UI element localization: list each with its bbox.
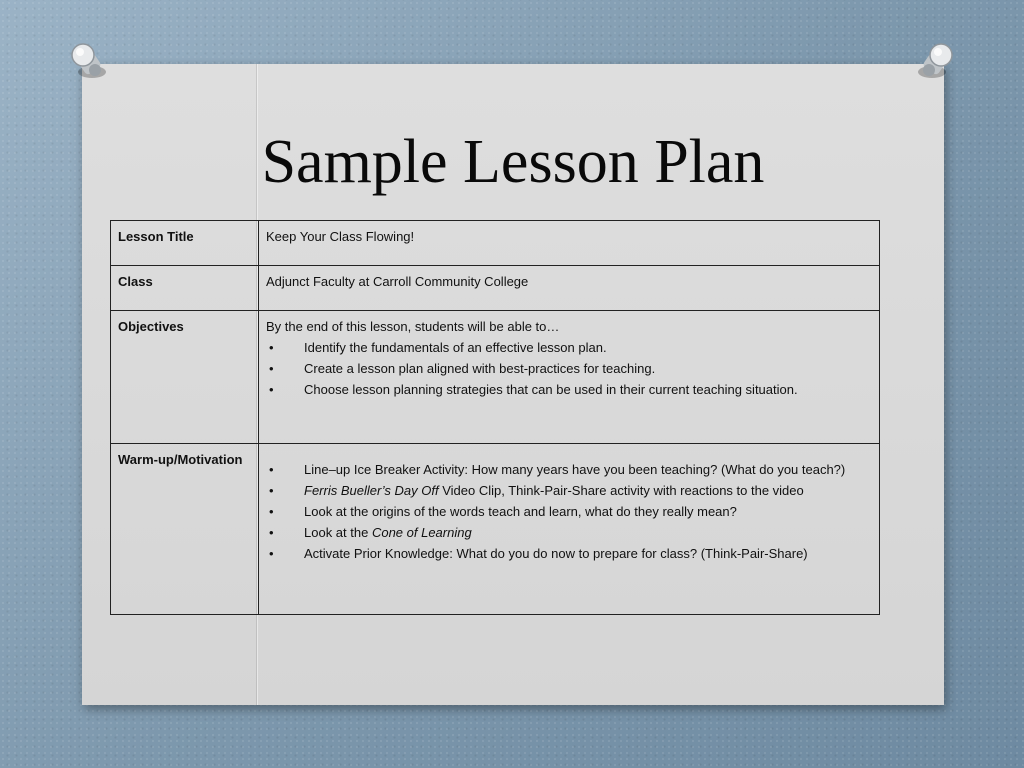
list-item: [266, 522, 872, 543]
slide-title: Sample Lesson Plan: [261, 128, 765, 196]
list-item: • Activate Prior Knowledge: What do you do now to prepare for class? (Think-Pair-Share): [266, 543, 872, 564]
list-item-text: Look at the: [304, 525, 372, 540]
warmup-cell: [259, 444, 880, 615]
objectives-intro: By the end of this lesson, students will be able to…: [266, 319, 560, 334]
class-value: Adjunct Faculty at Carroll Community College: [259, 266, 880, 311]
lesson-title-value: Keep Your Class Flowing!: [259, 221, 880, 266]
pushpin-icon: [912, 42, 956, 86]
pushpin-icon: [68, 42, 112, 86]
warmup-label: Warm-up/Motivation: [111, 444, 259, 615]
list-item: • Create a lesson plan aligned with best-practices for teaching.: [266, 358, 872, 379]
cone-of-learning-term: Cone of Learning: [371, 525, 472, 540]
objectives-cell: [259, 311, 880, 444]
lesson-title-label: Lesson Title: [111, 221, 259, 266]
class-label: Class: [111, 266, 259, 311]
film-title: Ferris Bueller’s Day Off: [304, 483, 439, 498]
list-item: • Line–up Ice Breaker Activity: How many years have you been teaching? (What do you teach?): [266, 459, 872, 480]
table-row: [111, 311, 880, 444]
objectives-list: [266, 337, 872, 400]
table-row: [111, 266, 880, 311]
table-row: [111, 221, 880, 266]
warmup-spacer: [266, 449, 872, 459]
list-item: • Identify the fundamentals of an effective lesson plan.: [266, 337, 872, 358]
list-item: • Choose lesson planning strategies that can be used in their current teaching situation.: [266, 379, 872, 400]
objectives-label: Objectives: [111, 311, 259, 444]
list-item: • Look at the origins of the words teach and learn, what do they really mean?: [266, 501, 872, 522]
table-row: [111, 444, 880, 615]
lesson-plan-table: [110, 220, 880, 615]
list-item: [266, 480, 872, 501]
warmup-list: [266, 459, 872, 564]
list-item-text: Video Clip, Think-Pair-Share activity with reactions to the video: [438, 483, 804, 498]
